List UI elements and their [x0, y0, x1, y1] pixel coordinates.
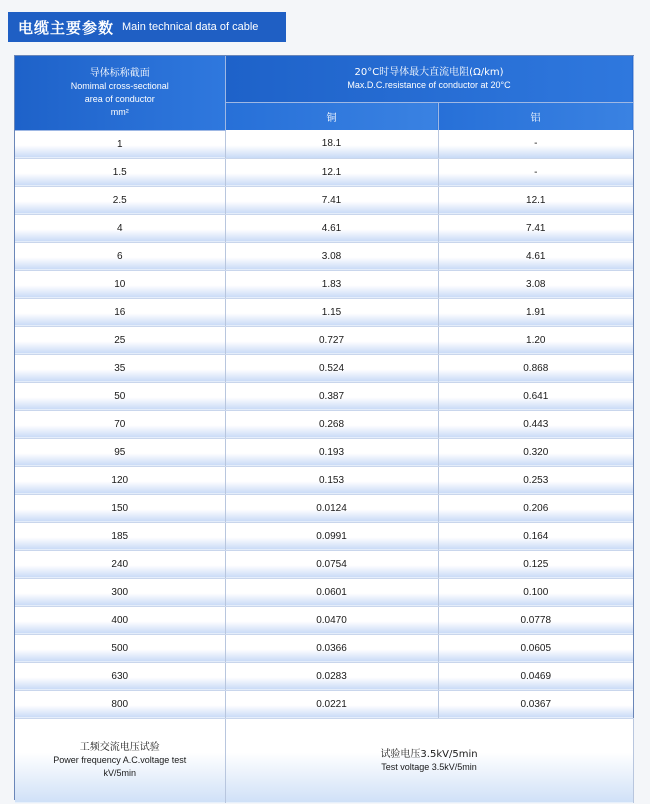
area-header-unit: mm²: [110, 106, 129, 117]
table-row: [15, 158, 633, 186]
aluminum-resistance-cell: 0.0469: [438, 662, 633, 690]
copper-resistance-cell: 0.0124: [225, 494, 438, 522]
table-row: [15, 354, 633, 382]
resistance-header-en: Max.D.C.resistance of conductor at 20°C: [347, 80, 511, 90]
aluminum-resistance-cell: 0.868: [438, 354, 633, 382]
aluminum-resistance-cell: 3.08: [438, 270, 633, 298]
table-row: [15, 494, 633, 522]
aluminum-resistance-cell: 1.20: [438, 326, 633, 354]
voltage-test-label-en-line1: Power frequency A.C.voltage test: [53, 755, 187, 765]
area-cell: 300: [15, 578, 225, 606]
area-cell: 120: [15, 466, 225, 494]
resistance-column-header: [225, 56, 633, 103]
area-cell: 4: [15, 214, 225, 242]
aluminum-resistance-cell: 0.253: [438, 466, 633, 494]
aluminum-resistance-cell: 0.100: [438, 578, 633, 606]
area-header-zh: 导体标称截面: [89, 67, 150, 79]
table-row: [15, 466, 633, 494]
table-row: [15, 522, 633, 550]
copper-resistance-cell: 0.268: [225, 410, 438, 438]
area-cell: 25: [15, 326, 225, 354]
table-row: [15, 242, 633, 270]
copper-resistance-cell: 0.524: [225, 354, 438, 382]
area-cell: 6: [15, 242, 225, 270]
voltage-test-label-zh: 工频交流电压试验: [79, 742, 160, 753]
copper-resistance-cell: 7.41: [225, 186, 438, 214]
table-row: [15, 298, 633, 326]
area-cell: 1: [15, 130, 225, 158]
copper-resistance-cell: 1.15: [225, 298, 438, 326]
copper-resistance-cell: 0.387: [225, 382, 438, 410]
table-row: [15, 606, 633, 634]
aluminum-resistance-cell: 0.641: [438, 382, 633, 410]
copper-resistance-cell: 0.0754: [225, 550, 438, 578]
area-header-en-line1: Nomimal cross-sectional: [70, 80, 169, 91]
aluminum-resistance-cell: 0.0605: [438, 634, 633, 662]
page-title-zh: 电缆主要参数: [18, 18, 115, 37]
area-column-header: [15, 56, 225, 130]
copper-resistance-cell: 0.727: [225, 326, 438, 354]
aluminum-resistance-cell: 0.0367: [438, 690, 633, 718]
aluminum-resistance-cell: -: [438, 158, 633, 186]
area-cell: 500: [15, 634, 225, 662]
copper-resistance-cell: 18.1: [225, 130, 438, 158]
aluminum-resistance-cell: 0.320: [438, 438, 633, 466]
cable-data-table-wrapper: [14, 55, 634, 800]
copper-resistance-cell: 0.193: [225, 438, 438, 466]
table-row: [15, 186, 633, 214]
area-cell: 2.5: [15, 186, 225, 214]
table-row: [15, 690, 633, 718]
table-row: [15, 634, 633, 662]
aluminum-resistance-cell: -: [438, 130, 633, 158]
cable-data-table: [15, 56, 634, 803]
aluminum-column-header: 铝: [438, 103, 633, 131]
area-cell: 240: [15, 550, 225, 578]
table-row: [15, 326, 633, 354]
aluminum-resistance-cell: 0.125: [438, 550, 633, 578]
aluminum-resistance-cell: 12.1: [438, 186, 633, 214]
copper-resistance-cell: 12.1: [225, 158, 438, 186]
copper-resistance-cell: 0.153: [225, 466, 438, 494]
table-row: [15, 410, 633, 438]
aluminum-resistance-cell: 0.443: [438, 410, 633, 438]
table-row: [15, 214, 633, 242]
copper-resistance-cell: 0.0366: [225, 634, 438, 662]
copper-resistance-cell: 0.0470: [225, 606, 438, 634]
copper-resistance-cell: 4.61: [225, 214, 438, 242]
copper-resistance-cell: 0.0601: [225, 578, 438, 606]
area-cell: 1.5: [15, 158, 225, 186]
aluminum-resistance-cell: 0.0778: [438, 606, 633, 634]
voltage-test-row: [15, 718, 633, 803]
table-row: [15, 382, 633, 410]
copper-resistance-cell: 1.83: [225, 270, 438, 298]
area-cell: 95: [15, 438, 225, 466]
copper-resistance-cell: 0.0991: [225, 522, 438, 550]
table-row: [15, 438, 633, 466]
aluminum-resistance-cell: 0.206: [438, 494, 633, 522]
table-row: [15, 578, 633, 606]
area-cell: 150: [15, 494, 225, 522]
voltage-test-label-en-line2: kV/5min: [103, 768, 136, 778]
page-title-en: Main technical data of cable: [122, 21, 259, 33]
area-header-en-line2: area of conductor: [84, 93, 155, 104]
area-cell: 800: [15, 690, 225, 718]
page-title-bar: [8, 12, 286, 42]
resistance-header-zh: 20°C时导体最大直流电阻(Ω/km): [354, 67, 504, 78]
table-row: [15, 270, 633, 298]
voltage-test-label: [15, 718, 225, 803]
aluminum-resistance-cell: 4.61: [438, 242, 633, 270]
area-cell: 16: [15, 298, 225, 326]
area-cell: 185: [15, 522, 225, 550]
copper-resistance-cell: 0.0221: [225, 690, 438, 718]
voltage-test-value-en: Test voltage 3.5kV/5min: [381, 761, 477, 772]
aluminum-resistance-cell: 1.91: [438, 298, 633, 326]
table-row: [15, 662, 633, 690]
voltage-test-value: [225, 718, 633, 803]
copper-resistance-cell: 3.08: [225, 242, 438, 270]
area-cell: 400: [15, 606, 225, 634]
table-row: [15, 550, 633, 578]
copper-resistance-cell: 0.0283: [225, 662, 438, 690]
copper-column-header: 铜: [225, 103, 438, 131]
aluminum-resistance-cell: 0.164: [438, 522, 633, 550]
voltage-test-value-zh: 试验电压3.5kV/5min: [380, 748, 478, 760]
area-cell: 50: [15, 382, 225, 410]
area-cell: 10: [15, 270, 225, 298]
aluminum-resistance-cell: 7.41: [438, 214, 633, 242]
table-body: [15, 130, 633, 718]
area-cell: 630: [15, 662, 225, 690]
area-cell: 35: [15, 354, 225, 382]
table-row: [15, 130, 633, 158]
area-cell: 70: [15, 410, 225, 438]
